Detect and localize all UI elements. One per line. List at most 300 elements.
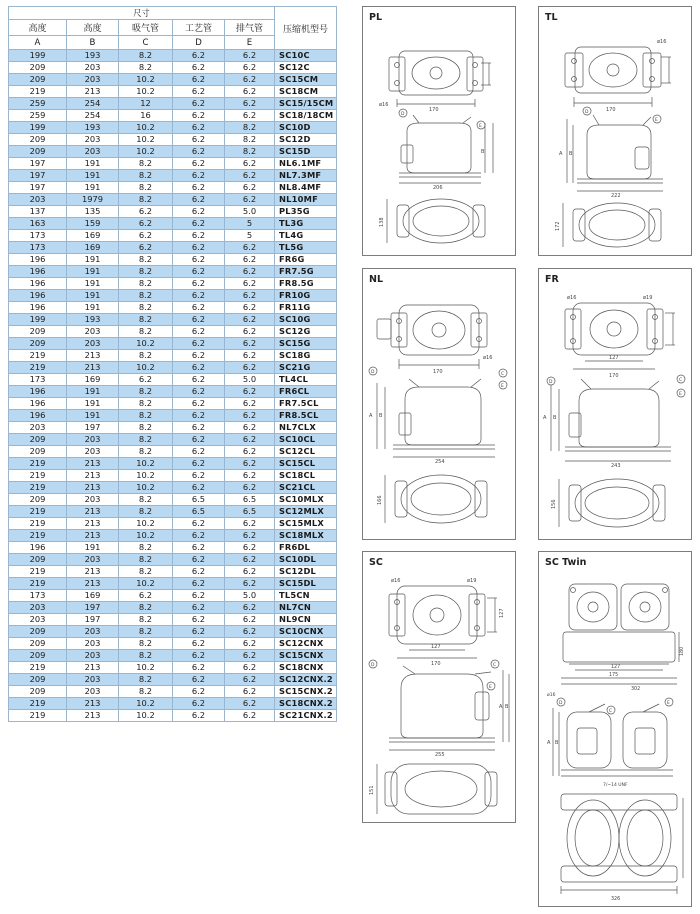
sctwin-drawing [539,552,693,908]
cell-d: 6.5 [173,506,225,518]
cell-d: 6.2 [173,170,225,182]
table-row [9,254,337,266]
cell-b: 197 [67,602,119,614]
fr-top-view [565,303,675,369]
header-col-c-name: 吸气管 [119,20,173,36]
cell-d: 6.2 [173,566,225,578]
cell-a: 219 [9,362,67,374]
cell-a: 219 [9,698,67,710]
cell-b: 169 [67,374,119,386]
cell-c: 10.2 [119,362,173,374]
cell-d: 6.2 [173,590,225,602]
cell-b: 191 [67,410,119,422]
cell-b: 203 [67,146,119,158]
cell-model: SC12CNX [275,638,337,650]
cell-model: FR6DL [275,542,337,554]
fr-dim-depth: 156 [551,499,557,509]
cell-model: FR7.5G [275,266,337,278]
cell-b: 254 [67,98,119,110]
cell-a: 219 [9,662,67,674]
cell-c: 8.2 [119,542,173,554]
pl-label-b: B [481,149,485,155]
table-row [9,158,337,170]
cell-model: NL7.3MF [275,170,337,182]
cell-b: 191 [67,182,119,194]
fr-label-c: C [679,378,683,383]
sc-label-e: E [489,685,492,690]
cell-model: SC21CL [275,482,337,494]
cell-a: 209 [9,434,67,446]
table-row [9,626,337,638]
cell-d: 6.2 [173,194,225,206]
table-row [9,590,337,602]
table-row [9,302,337,314]
cell-e: 6.2 [225,626,275,638]
cell-c: 8.2 [119,398,173,410]
pl-label-d: D [401,112,405,117]
cell-model: FR8.5CL [275,410,337,422]
cell-d: 6.2 [173,530,225,542]
cell-a: 137 [9,206,67,218]
cell-c: 10.2 [119,146,173,158]
cell-c: 8.2 [119,170,173,182]
cell-c: 10.2 [119,698,173,710]
sctwin-label-a: A [547,740,551,746]
cell-d: 6.2 [173,422,225,434]
cell-e: 6.2 [225,410,275,422]
cell-model: SC15/15CM [275,98,337,110]
table-body [9,50,337,722]
cell-c: 8.2 [119,602,173,614]
cell-c: 8.2 [119,314,173,326]
table-row [9,422,337,434]
cell-a: 196 [9,410,67,422]
cell-c: 6.2 [119,374,173,386]
cell-b: 191 [67,254,119,266]
fr-dim-mount-spacing: 170 [609,373,619,379]
cell-a: 219 [9,458,67,470]
cell-e: 5 [225,218,275,230]
table-row [9,542,337,554]
panel-title-sc: SC [369,557,383,568]
cell-model: FR7.5CL [275,398,337,410]
cell-a: 219 [9,506,67,518]
cell-d: 6.2 [173,602,225,614]
cell-model: SC15CL [275,458,337,470]
sc-dim-base: 255 [435,752,445,758]
cell-e: 6.2 [225,338,275,350]
cell-d: 6.2 [173,242,225,254]
nl-label-e: E [501,384,504,389]
table-row [9,266,337,278]
cell-a: 209 [9,338,67,350]
cell-model: TL4G [275,230,337,242]
cell-e: 6.2 [225,650,275,662]
cell-e: 6.2 [225,554,275,566]
cell-model: SC10D [275,122,337,134]
fr-label-b: B [553,415,557,421]
pl-dim-mount-spacing: 170 [429,107,439,113]
cell-model: SC15MLX [275,518,337,530]
cell-d: 6.2 [173,110,225,122]
cell-b: 213 [67,710,119,722]
cell-c: 8.2 [119,266,173,278]
table-row [9,86,337,98]
cell-e: 6.2 [225,62,275,74]
cell-a: 259 [9,110,67,122]
table-row [9,206,337,218]
table-row [9,362,337,374]
cell-d: 6.2 [173,386,225,398]
header-col-d-name: 工艺管 [173,20,225,36]
cell-b: 203 [67,494,119,506]
cell-e: 6.2 [225,290,275,302]
cell-a: 209 [9,62,67,74]
cell-b: 213 [67,86,119,98]
cell-model: SC12G [275,326,337,338]
cell-d: 6.2 [173,326,225,338]
cell-e: 6.2 [225,98,275,110]
tl-drawing [539,7,693,257]
cell-model: SC15G [275,338,337,350]
table-row [9,374,337,386]
cell-e: 6.2 [225,686,275,698]
cell-e: 6.2 [225,194,275,206]
fr-dim-inner: 127 [609,355,619,361]
cell-a: 163 [9,218,67,230]
header-col-b-name: 高度 [67,20,119,36]
sc-dim-inner: 127 [431,644,441,650]
cell-e: 6.5 [225,494,275,506]
cell-c: 8.2 [119,686,173,698]
cell-d: 6.2 [173,374,225,386]
cell-d: 6.2 [173,482,225,494]
cell-e: 6.2 [225,350,275,362]
sctwin-dim-inner: 127 [611,665,621,670]
table-row [9,338,337,350]
cell-model: SC15CNX [275,650,337,662]
cell-b: 213 [67,362,119,374]
cell-e: 6.2 [225,530,275,542]
cell-a: 219 [9,566,67,578]
cell-a: 209 [9,146,67,158]
cell-d: 6.2 [173,50,225,62]
cell-model: TL5CN [275,590,337,602]
cell-d: 6.2 [173,614,225,626]
sc-drawing [363,552,517,824]
cell-d: 6.2 [173,290,225,302]
cell-d: 6.2 [173,98,225,110]
cell-b: 203 [67,638,119,650]
nl-top-view [377,305,487,369]
table-row [9,698,337,710]
panel-sc [362,551,516,823]
cell-c: 8.2 [119,446,173,458]
sctwin-dim-flare: 7/~14 UNF [603,783,628,788]
cell-b: 193 [67,122,119,134]
tl-label-e: E [655,118,658,123]
cell-e: 6.2 [225,422,275,434]
cell-c: 10.2 [119,710,173,722]
cell-d: 6.2 [173,350,225,362]
table-row [9,602,337,614]
cell-model: FR11G [275,302,337,314]
cell-b: 213 [67,458,119,470]
cell-model: SC12C [275,62,337,74]
cell-a: 209 [9,446,67,458]
fr-drawing [539,269,693,541]
cell-c: 8.2 [119,254,173,266]
panel-title-nl: NL [369,274,384,285]
cell-c: 10.2 [119,518,173,530]
cell-d: 6.2 [173,218,225,230]
sctwin-label-d: D [559,701,563,706]
cell-b: 213 [67,698,119,710]
tl-dim-hole: ø16 [657,39,667,45]
cell-e: 6.2 [225,386,275,398]
cell-c: 8.2 [119,434,173,446]
cell-model: SC18/18CM [275,110,337,122]
cell-c: 8.2 [119,638,173,650]
cell-a: 196 [9,266,67,278]
cell-c: 8.2 [119,326,173,338]
cell-model: FR6G [275,254,337,266]
cell-a: 203 [9,614,67,626]
cell-model: NL10MF [275,194,337,206]
cell-c: 8.2 [119,626,173,638]
cell-model: NL7CN [275,602,337,614]
cell-c: 10.2 [119,458,173,470]
cell-b: 191 [67,170,119,182]
cell-b: 203 [67,134,119,146]
cell-c: 8.2 [119,290,173,302]
cell-e: 5 [225,230,275,242]
cell-c: 10.2 [119,338,173,350]
cell-d: 6.2 [173,446,225,458]
cell-d: 6.2 [173,278,225,290]
cell-a: 199 [9,50,67,62]
header-col-e-name: 排气管 [225,20,275,36]
cell-model: SC12D [275,134,337,146]
cell-b: 213 [67,350,119,362]
cell-b: 135 [67,206,119,218]
cell-a: 219 [9,518,67,530]
sc-bottom-view [377,764,497,814]
table-row [9,398,337,410]
table-row [9,506,337,518]
cell-e: 6.2 [225,542,275,554]
cell-a: 219 [9,86,67,98]
cell-a: 209 [9,74,67,86]
cell-model: SC12MLX [275,506,337,518]
pl-bottom-view [387,199,485,243]
cell-d: 6.2 [173,458,225,470]
sctwin-label-e: E [667,701,670,706]
fr-dim-hole-left: ø16 [567,295,577,301]
sctwin-dim-overall: 302 [631,687,641,692]
sc-side-view [389,666,509,750]
nl-side-view [377,379,495,457]
nl-label-c: C [501,372,505,377]
table-row [9,110,337,122]
cell-a: 209 [9,674,67,686]
cell-model: SC10CL [275,434,337,446]
tl-label-a: A [559,151,563,157]
nl-label-a: A [369,413,373,419]
cell-b: 203 [67,74,119,86]
cell-d: 6.2 [173,338,225,350]
cell-d: 6.2 [173,146,225,158]
cell-b: 213 [67,566,119,578]
cell-b: 203 [67,434,119,446]
cell-d: 6.2 [173,158,225,170]
pl-dim-depth: 138 [379,217,385,227]
cell-a: 209 [9,494,67,506]
cell-model: SC10DL [275,554,337,566]
cell-d: 6.2 [173,86,225,98]
cell-b: 213 [67,470,119,482]
panel-pl [362,6,516,256]
cell-c: 8.2 [119,674,173,686]
cell-e: 6.2 [225,434,275,446]
pl-label-e: E [479,124,482,129]
cell-b: 203 [67,650,119,662]
cell-model: SC10CNX [275,626,337,638]
table-row [9,554,337,566]
cell-e: 6.2 [225,566,275,578]
cell-c: 8.2 [119,554,173,566]
cell-a: 197 [9,158,67,170]
cell-e: 6.2 [225,518,275,530]
sctwin-side-view [553,704,673,776]
table-row [9,326,337,338]
cell-d: 6.2 [173,74,225,86]
tl-dim-mount-spacing: 170 [606,107,616,113]
table-row [9,434,337,446]
cell-d: 6.2 [173,62,225,74]
cell-d: 6.2 [173,674,225,686]
cell-c: 8.2 [119,182,173,194]
cell-b: 203 [67,674,119,686]
cell-c: 6.2 [119,206,173,218]
cell-b: 213 [67,662,119,674]
cell-e: 8.2 [225,146,275,158]
pl-dim-hole: ø16 [379,102,389,108]
cell-c: 6.2 [119,218,173,230]
pl-dim-base: 206 [433,185,443,191]
table-row [9,230,337,242]
cell-model: SC18CNX [275,662,337,674]
cell-e: 6.5 [225,506,275,518]
cell-b: 213 [67,578,119,590]
cell-d: 6.2 [173,686,225,698]
cell-c: 8.2 [119,350,173,362]
sc-dim-side: 127 [499,608,505,618]
cell-model: TL3G [275,218,337,230]
cell-b: 197 [67,422,119,434]
cell-c: 8.2 [119,50,173,62]
cell-model: NL9CN [275,614,337,626]
cell-d: 6.2 [173,230,225,242]
table-row [9,350,337,362]
cell-e: 6.2 [225,182,275,194]
table-row [9,242,337,254]
cell-b: 203 [67,626,119,638]
cell-b: 169 [67,242,119,254]
cell-d: 6.2 [173,134,225,146]
cell-a: 196 [9,542,67,554]
fr-label-d: D [549,380,553,385]
pl-drawing [363,7,517,257]
sc-dim-mount-spacing: 170 [431,661,441,667]
cell-c: 10.2 [119,122,173,134]
cell-e: 6.2 [225,470,275,482]
cell-a: 209 [9,650,67,662]
cell-model: TL4CL [275,374,337,386]
cell-b: 203 [67,686,119,698]
cell-c: 6.2 [119,590,173,602]
table-row [9,50,337,62]
panel-title-sc-twin: SC Twin [545,557,587,568]
fr-label-a: A [543,415,547,421]
table-row [9,62,337,74]
cell-model: NL6.1MF [275,158,337,170]
table-row [9,146,337,158]
sc-dim-hole-left: ø16 [391,578,401,584]
cell-model: SC12CNX.2 [275,674,337,686]
table-row [9,650,337,662]
cell-a: 197 [9,170,67,182]
sc-label-a: A [499,704,503,710]
cell-c: 10.2 [119,74,173,86]
cell-c: 10.2 [119,530,173,542]
cell-b: 191 [67,290,119,302]
cell-c: 8.2 [119,278,173,290]
cell-c: 8.2 [119,650,173,662]
cell-a: 196 [9,398,67,410]
cell-model: NL7CLX [275,422,337,434]
panel-fr [538,268,692,540]
cell-a: 173 [9,242,67,254]
cell-e: 6.2 [225,674,275,686]
cell-e: 6.2 [225,710,275,722]
cell-d: 6.2 [173,650,225,662]
cell-d: 6.2 [173,266,225,278]
cell-c: 6.2 [119,230,173,242]
cell-a: 173 [9,230,67,242]
table-row [9,662,337,674]
cell-d: 6.2 [173,362,225,374]
cell-e: 6.2 [225,86,275,98]
fr-side-view [551,379,671,461]
cell-e: 6.2 [225,74,275,86]
cell-a: 209 [9,554,67,566]
pl-top-view [389,51,491,107]
cell-a: 219 [9,710,67,722]
panel-title-tl: TL [545,12,558,23]
nl-dim-mount-spacing: 170 [433,369,443,375]
fr-label-e: E [679,392,682,397]
cell-d: 6.2 [173,638,225,650]
cell-e: 8.2 [225,122,275,134]
panel-sc-twin [538,551,692,907]
cell-b: 1979 [67,194,119,206]
tl-bottom-view [563,203,661,247]
cell-model: NL8.4MF [275,182,337,194]
header-col-d-letter: D [173,36,225,50]
cell-e: 6.2 [225,446,275,458]
cell-b: 169 [67,590,119,602]
